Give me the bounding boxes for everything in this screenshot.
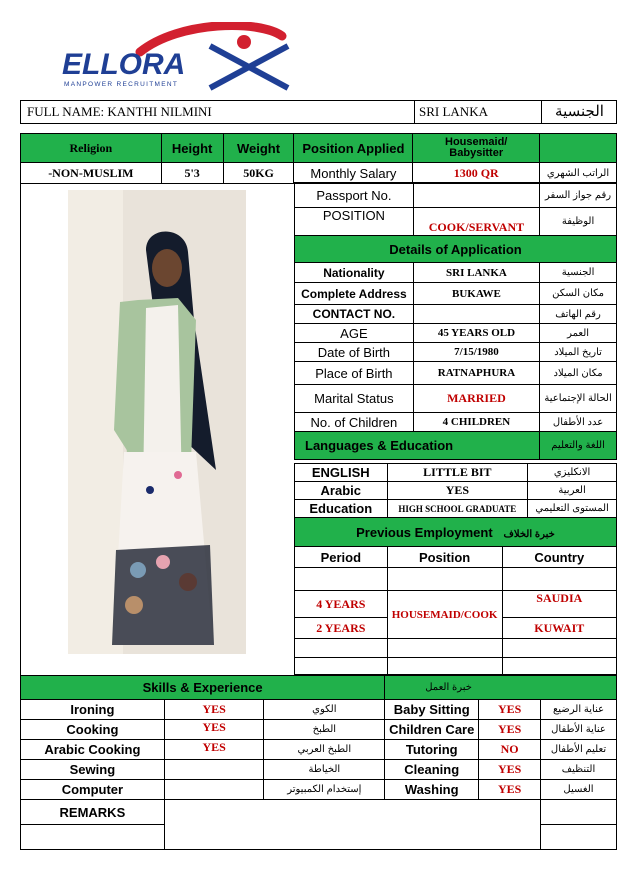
skill-tutoring-ar: تعليم الأطفال	[541, 740, 617, 760]
skill-washing-label: Washing	[385, 780, 479, 800]
employment-table	[294, 517, 617, 675]
ellora-logo	[60, 22, 290, 102]
dob-value: 7/15/1980	[413, 343, 539, 362]
religion-label: Religion	[21, 134, 162, 163]
skill-arabic-cooking-label: Arabic Cooking	[21, 740, 165, 760]
skill-computer-label: Computer	[21, 780, 165, 800]
contact-label: CONTACT NO.	[295, 305, 414, 324]
children-value: 4 CHILDREN	[413, 413, 539, 432]
age-label: AGE	[295, 324, 414, 343]
employment-position: HOUSEMAID/COOK	[387, 591, 502, 639]
monthly-salary-label: Monthly Salary	[294, 163, 413, 184]
address-value: BUKAWE	[413, 283, 539, 305]
nationality-value: SRI LANKA	[413, 263, 539, 283]
position-header: Position	[387, 547, 502, 568]
employment-country-2: KUWAIT	[502, 618, 616, 639]
header-row	[20, 100, 617, 124]
education-value: HIGH SCHOOL GRADUATE	[387, 500, 528, 518]
address-ar: مكان السكن	[540, 283, 617, 305]
full-name-label: FULL NAME: KANTHI NILMINI	[27, 104, 212, 119]
skill-washing-value: YES	[479, 780, 541, 800]
passport-label: Passport No.	[295, 183, 414, 208]
skill-cleaning-ar: التنظيف	[541, 760, 617, 780]
arabic-label: Arabic	[295, 482, 388, 500]
english-label: ENGLISH	[295, 464, 388, 482]
svg-text:ELLORA: ELLORA	[62, 48, 186, 81]
children-label: No. of Children	[295, 413, 414, 432]
english-value: LITTLE BIT	[387, 464, 528, 482]
header-country: SRI LANKA	[419, 104, 488, 119]
details-table	[294, 182, 617, 460]
contact-ar: رقم الهاتف	[540, 305, 617, 324]
skill-tutoring-label: Tutoring	[385, 740, 479, 760]
skill-sewing-label: Sewing	[21, 760, 165, 780]
arabic-value: YES	[387, 482, 528, 500]
skills-title-ar: خبرة العمل	[385, 676, 617, 700]
position-value: COOK/SERVANT	[413, 208, 539, 236]
skill-ironing-label: Ironing	[21, 700, 165, 720]
passport-value	[413, 183, 539, 208]
period-header: Period	[295, 547, 388, 568]
position-applied-value: Housemaid/ Babysitter	[413, 134, 540, 163]
skill-arabic-cooking-value: YES	[164, 740, 264, 760]
skill-washing-ar: الغسيل	[541, 780, 617, 800]
employment-title: Previous Employment خبرة الخلاف	[295, 518, 617, 547]
skill-childcare-ar: عناية الأطفال	[541, 720, 617, 740]
arabic-ar: العربية	[528, 482, 617, 500]
monthly-salary-ar: الراتب الشهري	[540, 163, 617, 184]
position-label: POSITION	[295, 208, 414, 236]
monthly-salary-value: 1300 QR	[413, 163, 540, 184]
age-value: 45 YEARS OLD	[413, 324, 539, 343]
skills-table	[20, 675, 617, 850]
marital-value: MARRIED	[413, 385, 539, 413]
candidate-photo	[68, 190, 246, 654]
employment-title-ar: خبرة الخلاف	[503, 528, 555, 540]
remarks-value	[164, 800, 540, 825]
skill-cleaning-value: YES	[479, 760, 541, 780]
education-label: Education	[295, 500, 388, 518]
skill-tutoring-value: NO	[479, 740, 541, 760]
employment-country-1: SAUDIA	[502, 591, 616, 618]
skill-cooking-ar: الطبخ	[264, 720, 385, 740]
skill-sewing-ar: الخياطة	[264, 760, 385, 780]
height-label: Height	[161, 134, 223, 163]
basic-info-table	[20, 133, 617, 184]
weight-label: Weight	[223, 134, 294, 163]
pob-label: Place of Birth	[295, 362, 414, 385]
employment-period-1: 4 YEARS	[295, 591, 388, 618]
languages-title: Languages & Education	[295, 432, 540, 460]
marital-label: Marital Status	[295, 385, 414, 413]
pob-value: RATNAPHURA	[413, 362, 539, 385]
remarks-label: REMARKS	[21, 800, 165, 825]
children-ar: عدد الأطفال	[540, 413, 617, 432]
nationality-ar: الجنسية	[540, 263, 617, 283]
skill-childcare-label: Children Care	[385, 720, 479, 740]
nationality-label: Nationality	[295, 263, 414, 283]
dob-ar: تاريخ الميلاد	[540, 343, 617, 362]
header-nationality-ar: الجنسية	[555, 104, 604, 120]
pob-ar: مكان الميلاد	[540, 362, 617, 385]
skill-childcare-value: YES	[479, 720, 541, 740]
position-applied-label: Position Applied	[294, 134, 413, 163]
skill-cleaning-label: Cleaning	[385, 760, 479, 780]
marital-ar: الحالة الإجتماعية	[540, 385, 617, 413]
full-name-value: KANTHI NILMINI	[107, 104, 212, 119]
skill-arabic-cooking-ar: الطبخ العربي	[264, 740, 385, 760]
english-ar: الانكليزي	[528, 464, 617, 482]
skills-title: Skills & Experience	[21, 676, 385, 700]
position-ar: الوظيفة	[540, 208, 617, 236]
languages-table	[294, 463, 617, 518]
skill-sewing-value	[164, 760, 264, 780]
education-ar: المستوى التعليمي	[528, 500, 617, 518]
svg-text:MANPOWER RECRUITMENT: MANPOWER RECRUITMENT	[64, 81, 179, 88]
age-ar: العمر	[540, 324, 617, 343]
skill-computer-ar: إستخدام الكمبيوتر	[264, 780, 385, 800]
skill-babysitting-label: Baby Sitting	[385, 700, 479, 720]
height-value: 5'3	[161, 163, 223, 184]
address-label: Complete Address	[295, 283, 414, 305]
country-header: Country	[502, 547, 616, 568]
religion-value: -NON-MUSLIM	[21, 163, 162, 184]
contact-value	[413, 305, 539, 324]
skill-babysitting-ar: عناية الرضيع	[541, 700, 617, 720]
skill-cooking-value: YES	[164, 720, 264, 740]
skill-ironing-value: YES	[164, 700, 264, 720]
skill-cooking-label: Cooking	[21, 720, 165, 740]
skill-computer-value	[164, 780, 264, 800]
skill-ironing-ar: الكوي	[264, 700, 385, 720]
languages-title-ar: اللغة والتعليم	[540, 432, 617, 460]
skill-babysitting-value: YES	[479, 700, 541, 720]
passport-ar: رقم جواز السفر	[540, 183, 617, 208]
dob-label: Date of Birth	[295, 343, 414, 362]
application-title: Details of Application	[295, 236, 617, 263]
employment-period-2: 2 YEARS	[295, 618, 388, 639]
weight-value: 50KG	[223, 163, 294, 184]
